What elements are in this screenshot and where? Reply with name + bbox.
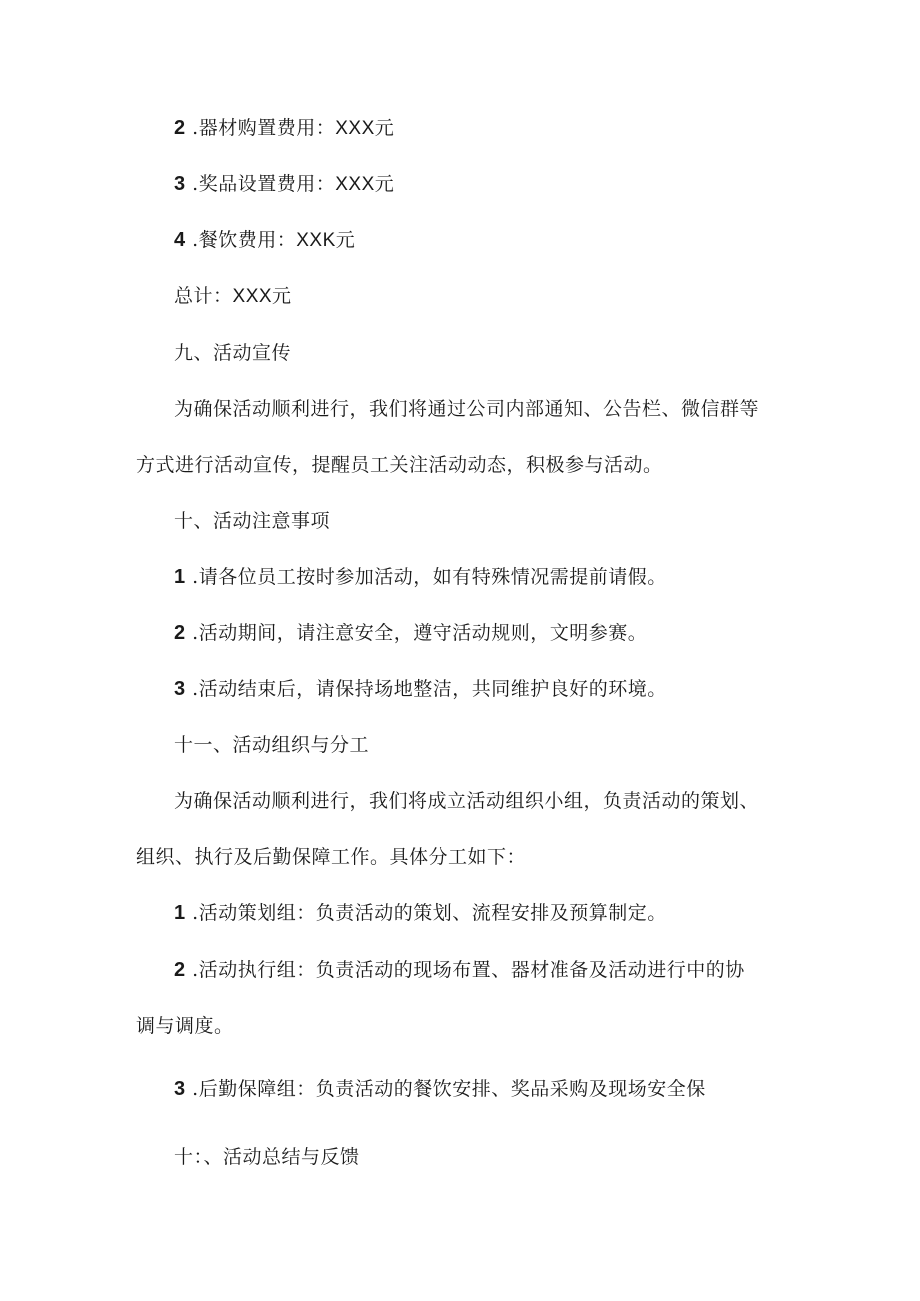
item-text: .活动期间，请注意安全，遵守活动规则，文明参赛。	[185, 622, 648, 644]
item-text: .活动执行组：负责活动的现场布置、器材准备及活动进行中的协	[185, 959, 745, 981]
paragraph-line: 为确保活动顺利进行，我们将成立活动组织小组，负责活动的策划、	[174, 790, 760, 812]
section-heading-organization: 十一、活动组织与分工	[174, 734, 370, 756]
total-label: 总计：	[174, 285, 233, 307]
currency-unit: 元	[335, 229, 356, 251]
item-number: 4	[174, 229, 186, 251]
amount-placeholder: XXX	[335, 118, 375, 139]
paragraph-line: 方式进行活动宣传，提醒员工关注活动动态，积极参与活动。	[136, 454, 663, 476]
item-text: .活动结束后，请保持场地整洁，共同维护良好的环境。	[185, 678, 667, 700]
amount-placeholder: XXX	[335, 174, 375, 195]
item-number: 3	[174, 1078, 186, 1100]
item-number: 2	[174, 622, 186, 644]
amount-placeholder: XXX	[232, 286, 273, 307]
item-number: 2	[174, 117, 186, 139]
item-number: 1	[174, 902, 186, 924]
currency-unit: 元	[374, 173, 395, 195]
list-item	[174, 565, 667, 589]
item-text: .请各位员工按时参加活动，如有特殊情况需提前请假。	[185, 566, 667, 588]
section-heading-notes: 十、活动注意事项	[174, 510, 331, 532]
item-label: .器材购置费用：	[185, 117, 336, 139]
list-item	[174, 1077, 706, 1101]
item-text: .后勤保障组：负责活动的餐饮安排、奖品采购及现场安全保	[185, 1078, 706, 1100]
currency-unit: 元	[374, 117, 395, 139]
item-text: .活动策划组：负责活动的策划、流程安排及预算制定。	[185, 902, 667, 924]
item-number: 2	[174, 959, 186, 981]
budget-total	[174, 284, 292, 309]
list-item	[174, 958, 745, 982]
list-item	[174, 901, 667, 925]
paragraph-line: 组织、执行及后勤保障工作。具体分工如下：	[136, 846, 527, 868]
item-number: 1	[174, 566, 186, 588]
amount-placeholder: XXK	[296, 230, 336, 251]
budget-item-equipment	[174, 116, 394, 141]
section-heading-summary: 十：、活动总结与反馈	[174, 1146, 360, 1168]
section-heading-publicity: 九、活动宣传	[174, 342, 292, 364]
paragraph-line: 为确保活动顺利进行，我们将通过公司内部通知、公告栏、微信群等	[174, 398, 760, 420]
item-label: .餐饮费用：	[185, 229, 297, 251]
item-number: 3	[174, 173, 186, 195]
list-item	[174, 677, 667, 701]
paragraph-line: 调与调度。	[136, 1015, 234, 1037]
item-number: 3	[174, 678, 186, 700]
currency-unit: 元	[272, 285, 292, 307]
budget-item-catering	[174, 228, 355, 253]
budget-item-prizes	[174, 172, 394, 197]
list-item	[174, 621, 647, 645]
item-label: .奖品设置费用：	[185, 173, 336, 195]
